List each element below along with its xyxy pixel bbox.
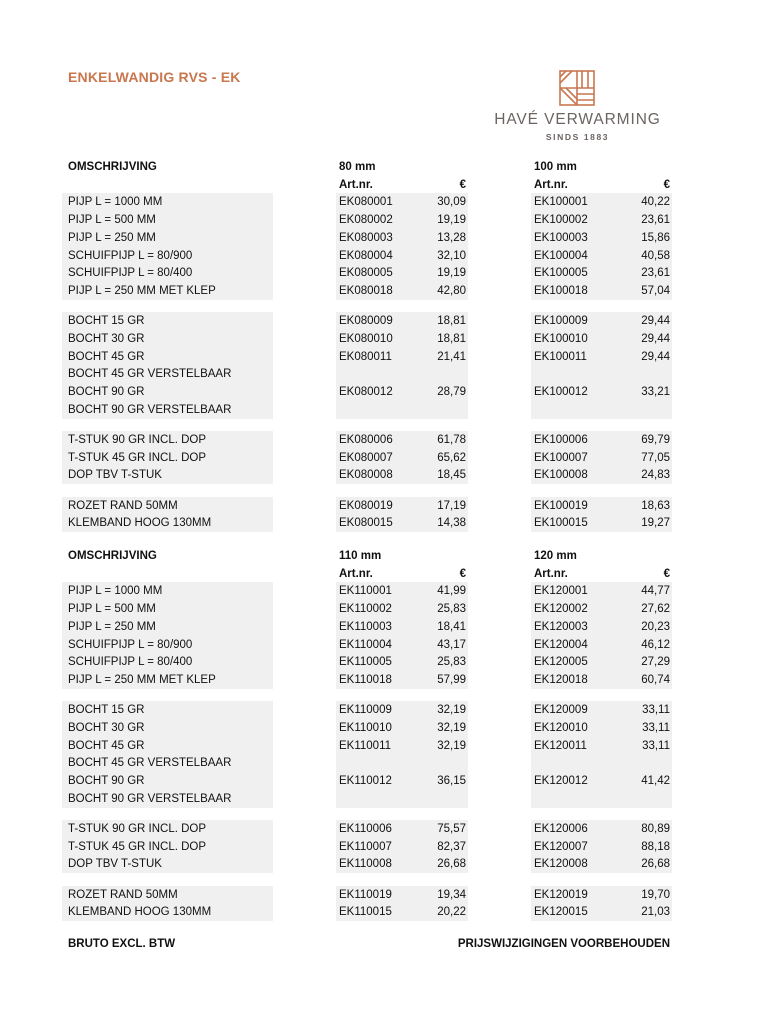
price: 23,61 xyxy=(621,264,672,282)
table-row xyxy=(0,618,768,636)
product-description: BOCHT 90 GR VERSTELBAAR xyxy=(62,401,273,419)
table-row xyxy=(0,365,768,383)
column-header-artnr-2: Art.nr. xyxy=(534,178,568,191)
price: 19,19 xyxy=(418,211,468,229)
table-row xyxy=(0,312,768,330)
article-number: EK080005 xyxy=(336,264,418,282)
price: 21,41 xyxy=(418,348,468,366)
page-title: ENKELWANDIG RVS - EK xyxy=(68,69,241,85)
price: 60,74 xyxy=(621,671,672,689)
table-row xyxy=(0,855,768,873)
price xyxy=(418,401,468,419)
brand-name: HAVÉ VERWARMING xyxy=(494,111,661,128)
column-header-price-2: € xyxy=(663,567,670,580)
price xyxy=(418,790,468,808)
price: 29,44 xyxy=(621,330,672,348)
article-number: EK100015 xyxy=(531,514,621,532)
price: 30,09 xyxy=(418,193,468,211)
price: 19,19 xyxy=(418,264,468,282)
article-number: EK120009 xyxy=(531,701,621,719)
product-description: T-STUK 45 GR INCL. DOP xyxy=(62,838,273,856)
price: 26,68 xyxy=(418,855,468,873)
product-description: PIJP L = 1000 MM xyxy=(62,193,273,211)
article-number: EK120012 xyxy=(531,772,621,790)
price: 27,62 xyxy=(621,600,672,618)
table-row xyxy=(0,383,768,401)
table-row xyxy=(0,282,768,300)
price: 15,86 xyxy=(621,229,672,247)
article-number: EK110006 xyxy=(336,820,418,838)
article-number: EK110019 xyxy=(336,886,418,904)
column-header-artnr-1: Art.nr. xyxy=(339,178,373,191)
table-row xyxy=(0,903,768,921)
article-number: EK100008 xyxy=(531,466,621,484)
product-description: KLEMBAND HOOG 130MM xyxy=(62,514,273,532)
article-number: EK110011 xyxy=(336,737,418,755)
price: 41,99 xyxy=(418,582,468,600)
product-description: T-STUK 45 GR INCL. DOP xyxy=(62,449,273,467)
article-number: EK120001 xyxy=(531,582,621,600)
price: 32,10 xyxy=(418,247,468,265)
table-row xyxy=(0,820,768,838)
table-subheader-row xyxy=(0,565,768,583)
article-number: EK120008 xyxy=(531,855,621,873)
article-number: EK120006 xyxy=(531,820,621,838)
product-description: PIJP L = 500 MM xyxy=(62,600,273,618)
article-number xyxy=(336,365,418,383)
article-number: EK120003 xyxy=(531,618,621,636)
footer-vat-note: BRUTO EXCL. BTW xyxy=(68,938,176,950)
price: 32,19 xyxy=(418,701,468,719)
product-description: BOCHT 15 GR xyxy=(62,701,273,719)
table-row xyxy=(0,600,768,618)
price: 65,62 xyxy=(418,449,468,467)
price: 33,11 xyxy=(621,737,672,755)
price: 36,15 xyxy=(418,772,468,790)
price: 61,78 xyxy=(418,431,468,449)
table-row xyxy=(0,886,768,904)
price: 18,81 xyxy=(418,330,468,348)
article-number: EK120011 xyxy=(531,737,621,755)
price: 18,45 xyxy=(418,466,468,484)
column-header-artnr-1: Art.nr. xyxy=(339,567,373,580)
product-description: PIJP L = 250 MM MET KLEP xyxy=(62,282,273,300)
price: 20,23 xyxy=(621,618,672,636)
brand-logo xyxy=(480,68,680,148)
price: 77,05 xyxy=(621,449,672,467)
article-number: EK080007 xyxy=(336,449,418,467)
price: 25,83 xyxy=(418,600,468,618)
price: 25,83 xyxy=(418,653,468,671)
column-header-size-2: 100 mm xyxy=(534,161,577,173)
article-number: EK120015 xyxy=(531,903,621,921)
price: 41,42 xyxy=(621,772,672,790)
price: 14,38 xyxy=(418,514,468,532)
price: 28,79 xyxy=(418,383,468,401)
article-number: EK100009 xyxy=(531,312,621,330)
article-number: EK100010 xyxy=(531,330,621,348)
table-row xyxy=(0,247,768,265)
price: 88,18 xyxy=(621,838,672,856)
price: 21,03 xyxy=(621,903,672,921)
article-number: EK080010 xyxy=(336,330,418,348)
product-description: BOCHT 90 GR VERSTELBAAR xyxy=(62,790,273,808)
price: 69,79 xyxy=(621,431,672,449)
article-number: EK080018 xyxy=(336,282,418,300)
product-description: T-STUK 90 GR INCL. DOP xyxy=(62,820,273,838)
article-number: EK110001 xyxy=(336,582,418,600)
article-number xyxy=(531,790,621,808)
article-number: EK100003 xyxy=(531,229,621,247)
product-description: SCHUIFPIJP L = 80/400 xyxy=(62,653,273,671)
column-header-price-1: € xyxy=(459,567,466,580)
article-number: EK080001 xyxy=(336,193,418,211)
product-description: BOCHT 45 GR xyxy=(62,348,273,366)
price: 57,99 xyxy=(418,671,468,689)
table-row xyxy=(0,431,768,449)
article-number: EK100011 xyxy=(531,348,621,366)
price xyxy=(418,365,468,383)
table-row xyxy=(0,466,768,484)
article-number xyxy=(336,754,418,772)
article-number xyxy=(531,754,621,772)
article-number: EK110012 xyxy=(336,772,418,790)
table-header-row xyxy=(0,158,768,176)
price: 75,57 xyxy=(418,820,468,838)
table-row xyxy=(0,838,768,856)
product-description: ROZET RAND 50MM xyxy=(62,497,273,515)
price: 18,81 xyxy=(418,312,468,330)
article-number: EK120002 xyxy=(531,600,621,618)
article-number xyxy=(531,365,621,383)
product-description: BOCHT 15 GR xyxy=(62,312,273,330)
table-row xyxy=(0,401,768,419)
table-row xyxy=(0,497,768,515)
product-description: ROZET RAND 50MM xyxy=(62,886,273,904)
article-number: EK100004 xyxy=(531,247,621,265)
price: 19,34 xyxy=(418,886,468,904)
column-header-artnr-2: Art.nr. xyxy=(534,567,568,580)
article-number: EK110007 xyxy=(336,838,418,856)
column-header-price-1: € xyxy=(459,178,466,191)
table-row xyxy=(0,582,768,600)
brand-tagline: SINDS 1883 xyxy=(545,132,610,142)
table-row xyxy=(0,790,768,808)
have-logo-mark-icon xyxy=(559,70,595,106)
article-number xyxy=(336,401,418,419)
price: 46,12 xyxy=(621,636,672,654)
article-number: EK110005 xyxy=(336,653,418,671)
article-number: EK120004 xyxy=(531,636,621,654)
price: 13,28 xyxy=(418,229,468,247)
product-description: KLEMBAND HOOG 130MM xyxy=(62,903,273,921)
column-header-size-1: 80 mm xyxy=(339,161,376,173)
table-subheader-row xyxy=(0,176,768,194)
price: 19,70 xyxy=(621,886,672,904)
price: 32,19 xyxy=(418,737,468,755)
table-row xyxy=(0,514,768,532)
article-number: EK080003 xyxy=(336,229,418,247)
article-number: EK120007 xyxy=(531,838,621,856)
table-row xyxy=(0,330,768,348)
article-number: EK100002 xyxy=(531,211,621,229)
product-description: SCHUIFPIJP L = 80/900 xyxy=(62,247,273,265)
price: 43,17 xyxy=(418,636,468,654)
price: 57,04 xyxy=(621,282,672,300)
price xyxy=(621,754,672,772)
article-number: EK120010 xyxy=(531,719,621,737)
price: 17,19 xyxy=(418,497,468,515)
column-header-size-1: 110 mm xyxy=(339,550,382,562)
price: 33,11 xyxy=(621,701,672,719)
product-description: BOCHT 45 GR VERSTELBAAR xyxy=(62,365,273,383)
article-number: EK120005 xyxy=(531,653,621,671)
price: 20,22 xyxy=(418,903,468,921)
price: 27,29 xyxy=(621,653,672,671)
price: 40,22 xyxy=(621,193,672,211)
article-number: EK080008 xyxy=(336,466,418,484)
article-number: EK110015 xyxy=(336,903,418,921)
article-number: EK110008 xyxy=(336,855,418,873)
article-number: EK100007 xyxy=(531,449,621,467)
price: 40,58 xyxy=(621,247,672,265)
product-description: BOCHT 45 GR VERSTELBAAR xyxy=(62,754,273,772)
price: 32,19 xyxy=(418,719,468,737)
product-description: DOP TBV T-STUK xyxy=(62,466,273,484)
article-number: EK100019 xyxy=(531,497,621,515)
product-description: PIJP L = 1000 MM xyxy=(62,582,273,600)
article-number xyxy=(336,790,418,808)
product-description: BOCHT 90 GR xyxy=(62,772,273,790)
table-row xyxy=(0,264,768,282)
price xyxy=(621,401,672,419)
table-row xyxy=(0,772,768,790)
article-number: EK100018 xyxy=(531,282,621,300)
footer-disclaimer: PRIJSWIJZIGINGEN VOORBEHOUDEN xyxy=(457,938,670,950)
table-row xyxy=(0,671,768,689)
table-row xyxy=(0,754,768,772)
article-number: EK110004 xyxy=(336,636,418,654)
price: 23,61 xyxy=(621,211,672,229)
product-description: BOCHT 30 GR xyxy=(62,330,273,348)
article-number: EK080011 xyxy=(336,348,418,366)
product-description: PIJP L = 500 MM xyxy=(62,211,273,229)
table-row xyxy=(0,193,768,211)
column-header-size-2: 120 mm xyxy=(534,550,577,562)
article-number: EK120018 xyxy=(531,671,621,689)
table-row xyxy=(0,653,768,671)
table-row xyxy=(0,211,768,229)
article-number: EK080009 xyxy=(336,312,418,330)
price: 24,83 xyxy=(621,466,672,484)
price: 19,27 xyxy=(621,514,672,532)
column-header-price-2: € xyxy=(663,178,670,191)
article-number: EK080012 xyxy=(336,383,418,401)
article-number: EK110018 xyxy=(336,671,418,689)
table-row xyxy=(0,229,768,247)
price: 33,11 xyxy=(621,719,672,737)
table-row xyxy=(0,719,768,737)
price: 18,41 xyxy=(418,618,468,636)
table-row xyxy=(0,449,768,467)
column-header-description: OMSCHRIJVING xyxy=(68,550,157,562)
price: 42,80 xyxy=(418,282,468,300)
table-row xyxy=(0,636,768,654)
product-description: PIJP L = 250 MM xyxy=(62,229,273,247)
product-description: SCHUIFPIJP L = 80/900 xyxy=(62,636,273,654)
article-number: EK100005 xyxy=(531,264,621,282)
article-number: EK110002 xyxy=(336,600,418,618)
price: 44,77 xyxy=(621,582,672,600)
price: 29,44 xyxy=(621,312,672,330)
article-number: EK110010 xyxy=(336,719,418,737)
table-row xyxy=(0,737,768,755)
product-description: BOCHT 30 GR xyxy=(62,719,273,737)
product-description: PIJP L = 250 MM MET KLEP xyxy=(62,671,273,689)
price xyxy=(621,790,672,808)
price: 82,37 xyxy=(418,838,468,856)
price xyxy=(621,365,672,383)
article-number xyxy=(531,401,621,419)
product-description: PIJP L = 250 MM xyxy=(62,618,273,636)
article-number: EK080006 xyxy=(336,431,418,449)
price: 26,68 xyxy=(621,855,672,873)
article-number: EK080004 xyxy=(336,247,418,265)
article-number: EK110003 xyxy=(336,618,418,636)
price: 80,89 xyxy=(621,820,672,838)
product-description: T-STUK 90 GR INCL. DOP xyxy=(62,431,273,449)
table-header-row xyxy=(0,547,768,565)
price xyxy=(418,754,468,772)
price: 33,21 xyxy=(621,383,672,401)
article-number: EK080002 xyxy=(336,211,418,229)
article-number: EK100012 xyxy=(531,383,621,401)
column-header-description: OMSCHRIJVING xyxy=(68,161,157,173)
product-description: BOCHT 90 GR xyxy=(62,383,273,401)
product-description: BOCHT 45 GR xyxy=(62,737,273,755)
price: 29,44 xyxy=(621,348,672,366)
article-number: EK080015 xyxy=(336,514,418,532)
table-row xyxy=(0,348,768,366)
article-number: EK100001 xyxy=(531,193,621,211)
product-description: SCHUIFPIJP L = 80/400 xyxy=(62,264,273,282)
table-row xyxy=(0,701,768,719)
article-number: EK120019 xyxy=(531,886,621,904)
article-number: EK110009 xyxy=(336,701,418,719)
article-number: EK100006 xyxy=(531,431,621,449)
product-description: DOP TBV T-STUK xyxy=(62,855,273,873)
article-number: EK080019 xyxy=(336,497,418,515)
price: 18,63 xyxy=(621,497,672,515)
